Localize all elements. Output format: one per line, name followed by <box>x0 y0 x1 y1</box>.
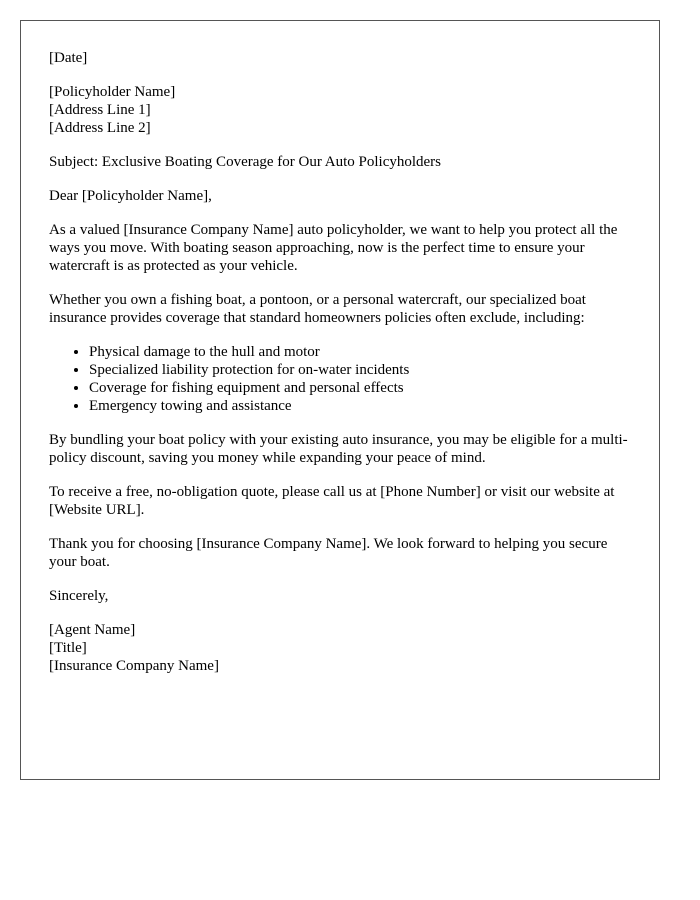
letter-subject: Subject: Exclusive Boating Coverage for Our Auto Policyholders <box>49 154 442 170</box>
coverage-list-item: • Specialized liability protection for on-water incidents <box>89 361 631 379</box>
coverage-list <box>49 343 631 415</box>
letter-paragraph-bundling: By bundling your boat policy with your existing auto insurance, you may be eligible for a multi-policy discount, saving you money while expanding your peace of mind. <box>49 432 628 466</box>
signature-agent-name: [Agent Name] <box>49 622 136 638</box>
letter-date-block <box>49 49 631 67</box>
recipient-name: [Policyholder Name] <box>49 84 176 100</box>
letter-paragraph-thanks: Thank you for choosing [Insurance Company Name]. We look forward to helping you secure your boat. <box>49 536 608 570</box>
letter-paragraph-coverage: Whether you own a fishing boat, a pontoon, or a personal watercraft, our specialized boat insurance provides coverage that standard homeowners policies often exclude, including: <box>49 292 586 326</box>
recipient-address-line-2: [Address Line 2] <box>49 120 151 136</box>
letter-page <box>20 20 660 780</box>
letter-salutation: Dear [Policyholder Name], <box>49 188 212 204</box>
signature-company: [Insurance Company Name] <box>49 658 219 674</box>
letter-paragraph-quote: To receive a free, no-obligation quote, please call us at [Phone Number] or visit our website at [Website URL]. <box>49 484 615 518</box>
letter-date: [Date] <box>49 50 88 66</box>
recipient-address-block <box>49 83 631 137</box>
coverage-list-item: • Emergency towing and assistance <box>89 397 631 415</box>
signature-block <box>49 621 631 675</box>
coverage-list-item: • Physical damage to the hull and motor <box>89 343 631 361</box>
letter-paragraph-intro: As a valued [Insurance Company Name] auto policyholder, we want to help you protect all the ways you move. With boating season approaching, now is the perfect time to ensure your watercraft is as protected as your vehicle. <box>49 222 618 274</box>
letter-closing: Sincerely, <box>49 588 109 604</box>
coverage-list-item: • Coverage for fishing equipment and personal effects <box>89 379 631 397</box>
recipient-address-line-1: [Address Line 1] <box>49 102 151 118</box>
signature-title: [Title] <box>49 640 87 656</box>
